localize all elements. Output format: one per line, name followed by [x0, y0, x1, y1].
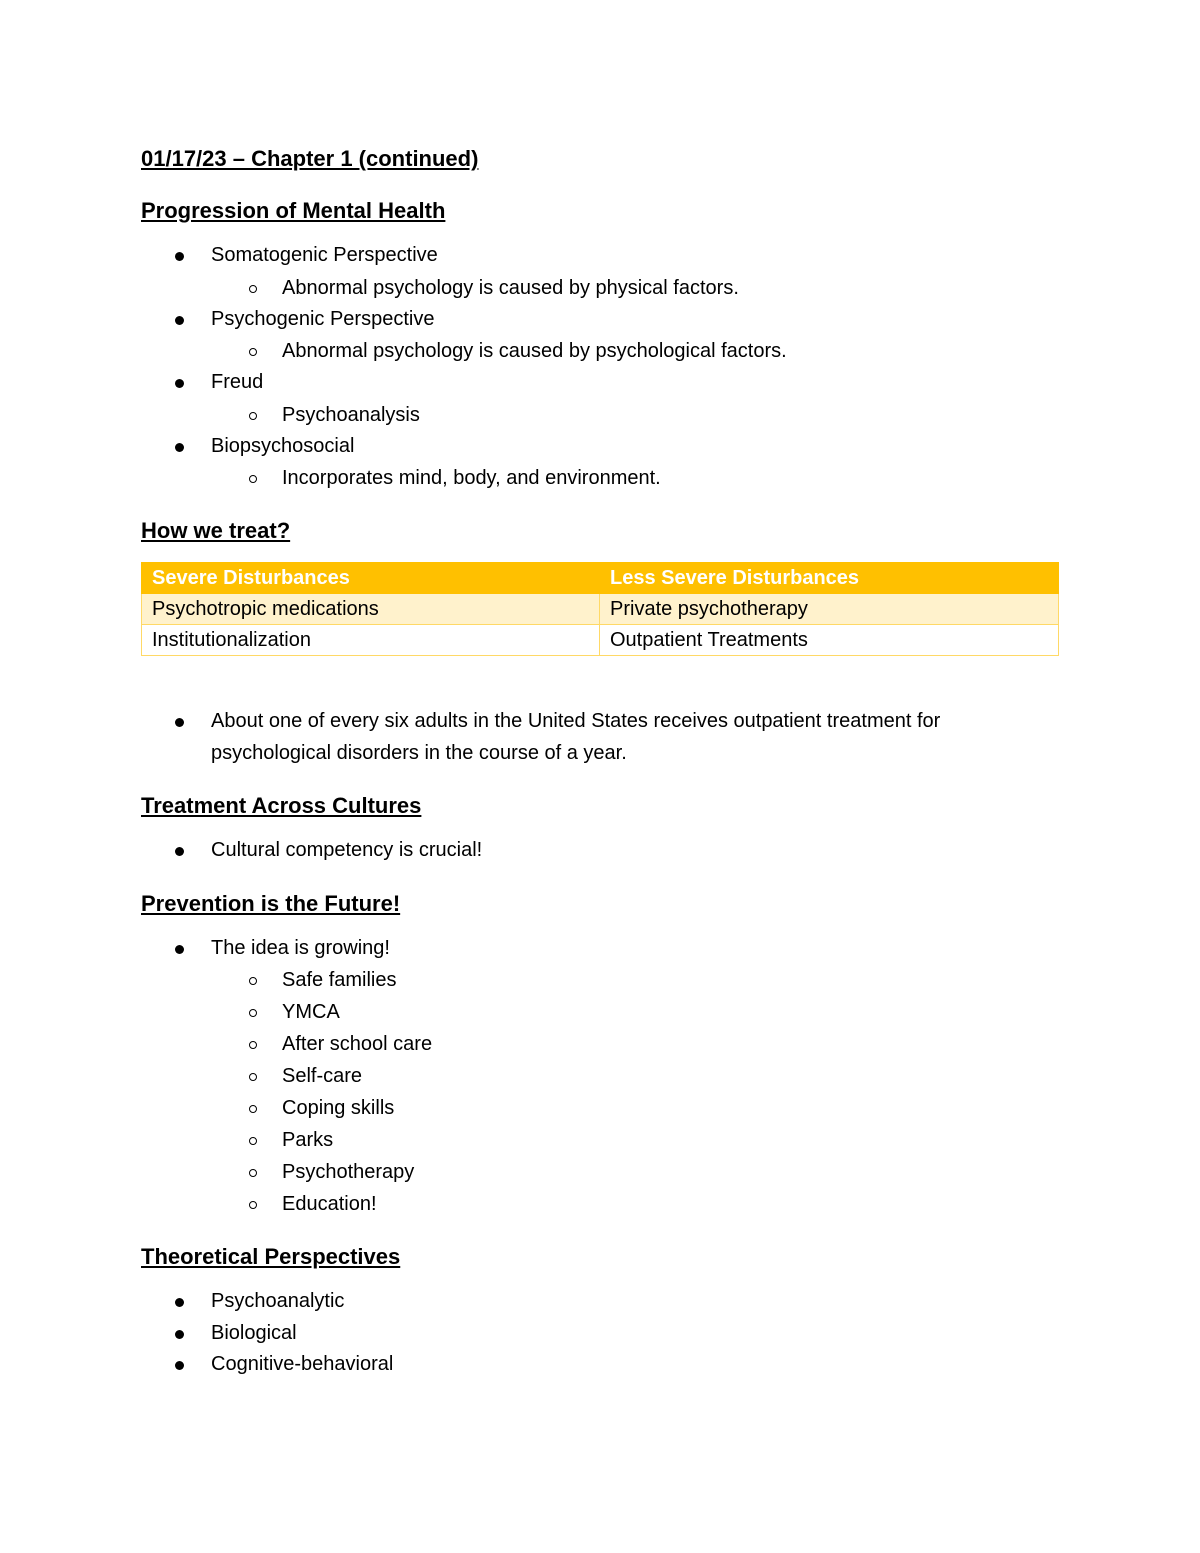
sub-list-item-label: After school care [282, 1033, 433, 1055]
circle-bullet-icon [249, 348, 257, 356]
list-item-label: Psychoanalytic [211, 1290, 345, 1312]
bullet-icon [175, 945, 184, 954]
circle-bullet-icon [249, 412, 257, 420]
sub-list-item [211, 1028, 1061, 1060]
cultures-list [141, 835, 1061, 867]
sub-list-item [211, 1092, 1061, 1124]
circle-bullet-icon [249, 1073, 257, 1081]
sub-list [211, 335, 1061, 367]
theoretical-list [141, 1286, 1061, 1381]
list-item [141, 304, 1061, 368]
bullet-icon [175, 847, 184, 856]
list-item [141, 1286, 1061, 1318]
sub-list-item [211, 335, 1061, 367]
circle-bullet-icon [249, 475, 257, 483]
sub-list-item-label: Psychoanalysis [282, 403, 420, 426]
sub-list-item-label: Self-care [282, 1065, 363, 1087]
sub-list-item-label: YMCA [282, 1001, 340, 1023]
list-item [141, 1349, 1061, 1381]
bullet-icon [175, 443, 184, 452]
circle-bullet-icon [249, 1169, 257, 1177]
sub-list [211, 964, 1061, 1220]
sub-list-item [211, 1156, 1061, 1188]
sub-list-item [211, 1124, 1061, 1156]
sub-list-item-label: Safe families [282, 969, 397, 991]
list-item-label: The idea is growing! [211, 936, 390, 959]
circle-bullet-icon [249, 1041, 257, 1049]
sub-list-item [211, 1060, 1061, 1092]
list-item [141, 933, 1061, 1221]
sub-list-item-label: Coping skills [282, 1097, 395, 1119]
table-cell: Outpatient Treatments [600, 625, 1059, 656]
bullet-icon [175, 252, 184, 261]
sub-list-item-label: Parks [282, 1129, 334, 1151]
sub-list-item [211, 399, 1061, 431]
sub-list-item [211, 462, 1061, 494]
list-item-label: Cultural competency is crucial! [211, 839, 483, 861]
list-item [141, 706, 1061, 769]
sub-list-item-label: Education! [282, 1193, 377, 1215]
list-item [141, 1318, 1061, 1350]
sub-list-item-label: Incorporates mind, body, and environment. [282, 467, 661, 489]
document-content [141, 140, 1061, 1381]
list-item-label: Cognitive-behavioral [211, 1353, 394, 1375]
bullet-icon [175, 379, 184, 388]
list-item [141, 835, 1061, 867]
circle-bullet-icon [249, 285, 257, 293]
list-item [141, 367, 1061, 431]
bullet-icon [175, 1298, 184, 1307]
circle-bullet-icon [249, 977, 257, 985]
progression-list [141, 240, 1061, 494]
section-heading-progression: Progression of Mental Health [141, 198, 446, 223]
list-item [141, 431, 1061, 495]
section-heading-cultures: Treatment Across Cultures [141, 793, 422, 818]
table-header-row [142, 563, 1059, 594]
sub-list-item-label: Psychotherapy [282, 1161, 415, 1183]
sub-list [211, 399, 1061, 431]
sub-list-item-label: Abnormal psychology is caused by physical factors. [282, 276, 739, 299]
list-item-label: Biological [211, 1321, 297, 1344]
sub-list [211, 462, 1061, 494]
sub-list-item [211, 272, 1061, 304]
list-item-label: About one of every six adults in the United States receives outpatient treatment for psychological disorders in the course of a year. [211, 710, 941, 764]
sub-list-item [211, 964, 1061, 996]
list-item-label: Freud [211, 371, 264, 393]
table-row [142, 625, 1059, 656]
table-cell: Private psychotherapy [600, 594, 1059, 625]
section-heading-theoretical: Theoretical Perspectives [141, 1244, 401, 1269]
section-heading-prevention: Prevention is the Future! [141, 890, 401, 916]
treatment-table [141, 562, 1059, 656]
treat-bullet-list [141, 706, 1061, 769]
table-row [142, 594, 1059, 625]
bullet-icon [175, 1330, 184, 1339]
table-header-cell: Severe Disturbances [142, 563, 600, 594]
list-item-label: Biopsychosocial [211, 434, 355, 457]
circle-bullet-icon [249, 1105, 257, 1113]
circle-bullet-icon [249, 1009, 257, 1017]
bullet-icon [175, 316, 184, 325]
circle-bullet-icon [249, 1137, 257, 1145]
bullet-icon [175, 718, 184, 727]
bullet-icon [175, 1361, 184, 1370]
sub-list-item-label: Abnormal psychology is caused by psychological factors. [282, 340, 787, 362]
list-item-label: Somatogenic Perspective [211, 244, 438, 266]
circle-bullet-icon [249, 1201, 257, 1209]
sub-list-item [211, 996, 1061, 1028]
sub-list [211, 272, 1061, 304]
list-item-label: Psychogenic Perspective [211, 307, 435, 330]
section-heading-treat: How we treat? [141, 518, 291, 543]
table-cell: Institutionalization [142, 625, 600, 656]
table-header-cell: Less Severe Disturbances [600, 563, 1059, 594]
page-title: 01/17/23 – Chapter 1 (continued) [141, 146, 479, 171]
prevention-list [141, 933, 1061, 1221]
table-cell: Psychotropic medications [142, 594, 600, 625]
sub-list-item [211, 1188, 1061, 1220]
list-item [141, 240, 1061, 304]
